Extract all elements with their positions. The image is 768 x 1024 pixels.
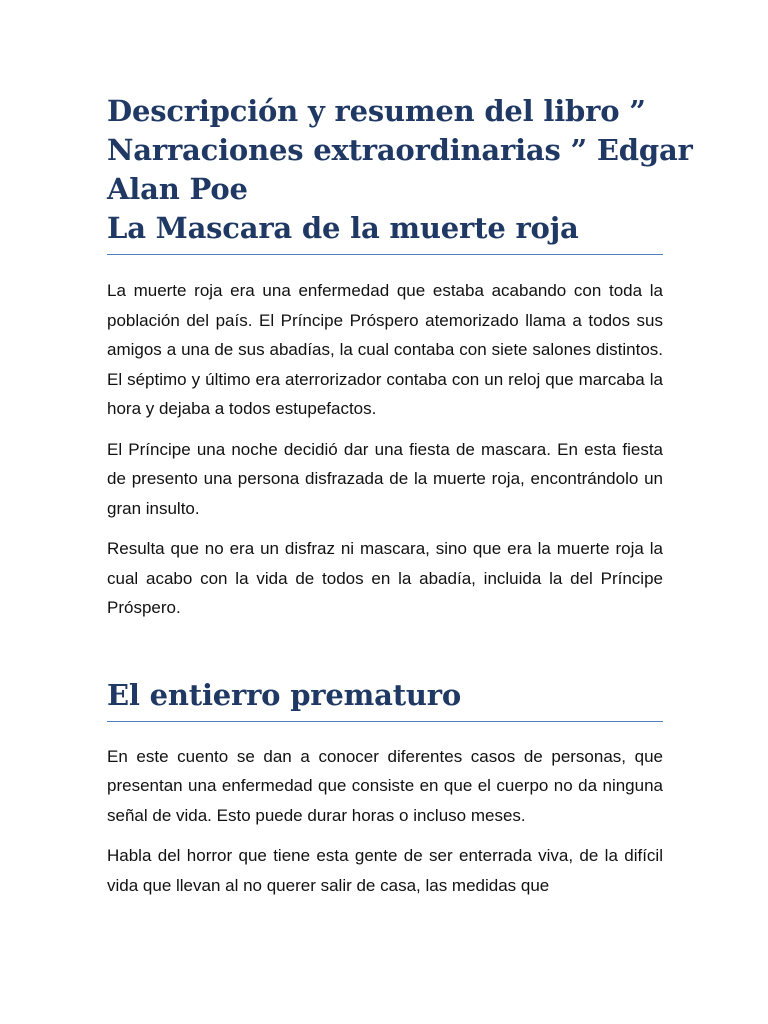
section-1-paragraph: La muerte roja era una enfermedad que estaba acabando con toda la población del país. El Príncipe Próspero atemorizado llama a todos sus amigos a una de sus abadías, la cual contaba con siete salones distintos. El séptimo y último era aterrorizador contaba con un reloj que marcaba la hora y dejaba a todos estupefactos. [107,281,663,418]
section-1-paragraph: El Príncipe una noche decidió dar una fiesta de mascara. En esta fiesta de presento una persona disfrazada de la muerte roja, encontrándolo un gran insulto. [107,439,663,518]
section-1-title-line: La Mascara de la muerte roja [107,211,579,245]
section-2-body [107,742,663,901]
section-1-paragraph: Resulta que no era un disfraz ni mascara, sino que era la muerte roja la cual acabo con la vida de todos en la abadía, incluida la del Príncipe Próspero. [107,539,663,617]
section-1-heading [107,92,693,255]
section-1-title-line: Narraciones extraordinarias ” Edgar [107,133,693,167]
section-2-heading [107,676,663,722]
section-2-paragraph: Habla del horror que tiene esta gente de ser enterrada viva, de la difícil vida que llevan al no querer salir de casa, las medidas que [107,846,663,895]
section-2-paragraph: En este cuento se dan a conocer diferentes casos de personas, que presentan una enfermedad que consiste en que el cuerpo no da ninguna señal de vida. Esto puede durar horas o incluso meses. [107,746,663,825]
section-2-title: El entierro prematuro [107,677,461,712]
section-1-title-line: Descripción y resumen del libro ” [107,94,646,128]
section-1-title-line: Alan Poe [107,172,248,206]
document-content [107,88,693,900]
